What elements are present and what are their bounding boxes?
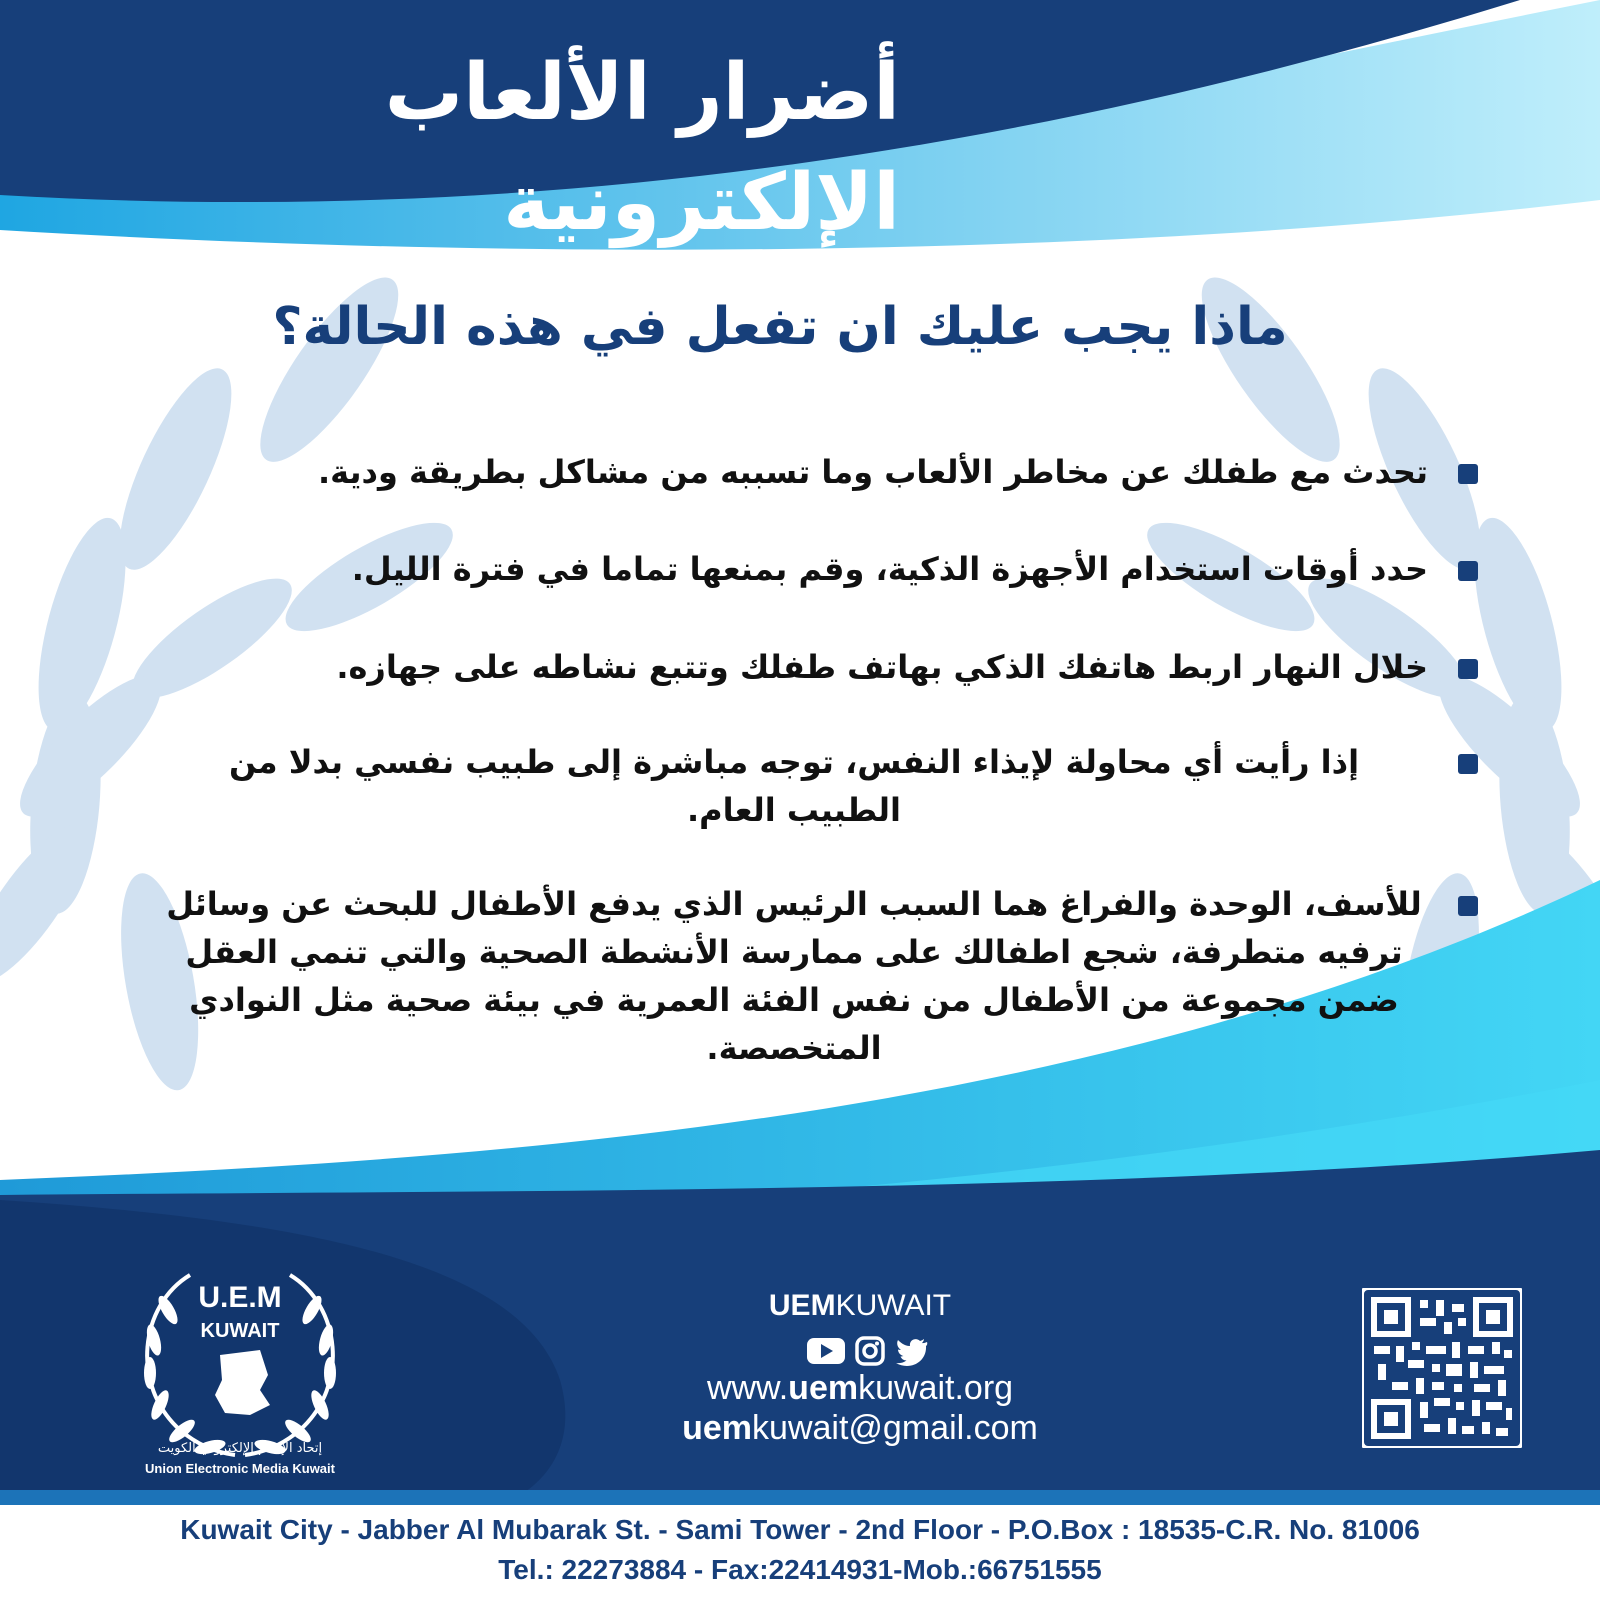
address-line-1: Kuwait City - Jabber Al Mubarak St. - Sami Tower - 2nd Floor - P.O.Box : 18535-C.R. No. 81006 xyxy=(180,1514,1420,1545)
website-bold: uem xyxy=(788,1369,859,1407)
tip-item xyxy=(140,643,1480,691)
instagram-icon[interactable] xyxy=(857,1338,883,1364)
tip-text: للأسف، الوحدة والفراغ هما السبب الرئيس الذي يدفع الأطفال للبحث عن وسائل ترفيه متطرفة، شجع اطفالك على ممارسة الأنشطة الصحية والتي تنمي العقل ضمن مجموعة من الأطفال من نفس الفئة العمرية في بيئة صحية مثل النوادي المتخصصة. xyxy=(166,885,1422,1067)
tip-item xyxy=(140,448,1480,496)
tip-item xyxy=(140,738,1480,834)
website-pre: www. xyxy=(706,1369,789,1407)
tip-text: خلال النهار اربط هاتفك الذكي بهاتف طفلك وتتبع نشاطه على جهازه. xyxy=(336,648,1428,686)
email-post: kuwait@gmail.com xyxy=(752,1409,1038,1447)
tips-list xyxy=(140,0,1480,1100)
bullet-icon xyxy=(1458,754,1478,774)
website-post: kuwait.org xyxy=(858,1369,1014,1407)
handle-bold: UEM xyxy=(768,1289,836,1322)
tip-item xyxy=(140,880,1480,1072)
address-line-2: Tel.: 22273884 - Fax:22414931-Mob.:66751555 xyxy=(498,1554,1102,1585)
twitter-icon[interactable] xyxy=(896,1339,927,1366)
bullet-icon xyxy=(1458,464,1478,484)
logo-name-english: Union Electronic Media Kuwait xyxy=(145,1461,335,1476)
logo-name-arabic: إتحاد الإعلام الإلكتروني الكويت xyxy=(157,1441,323,1456)
logo-line1: U.E.M xyxy=(198,1281,282,1314)
youtube-icon[interactable] xyxy=(807,1338,845,1364)
bullet-icon xyxy=(1458,659,1478,679)
tip-text: حدد أوقات استخدام الأجهزة الذكية، وقم بمنعها تماما في فترة الليل. xyxy=(351,550,1428,588)
email-link[interactable] xyxy=(600,1408,1120,1448)
section-subtitle: ماذا يجب عليك ان تفعل في هذه الحالة؟ xyxy=(272,297,1288,357)
social-icons xyxy=(805,1332,935,1368)
qr-code[interactable] xyxy=(1362,1288,1522,1448)
tip-text: تحدث مع طفلك عن مخاطر الألعاب وما تسببه من مشاكل بطريقة ودية. xyxy=(317,453,1428,491)
social-handle xyxy=(650,1288,1070,1324)
bullet-icon xyxy=(1458,561,1478,581)
website-link[interactable] xyxy=(600,1368,1120,1408)
logo-line2: KUWAIT xyxy=(200,1320,280,1342)
poster-title: أضرار الألعاب الإلكترونية xyxy=(384,48,900,248)
email-bold: uem xyxy=(682,1409,753,1447)
footer-strip xyxy=(0,1490,1600,1505)
bullet-icon xyxy=(1458,896,1478,916)
handle-rest: KUWAIT xyxy=(835,1289,952,1322)
tip-item xyxy=(140,545,1480,593)
tip-text: إذا رأيت أي محاولة لإيذاء النفس، توجه مباشرة إلى طبيب نفسي بدلا من الطبيب العام. xyxy=(228,743,1360,829)
